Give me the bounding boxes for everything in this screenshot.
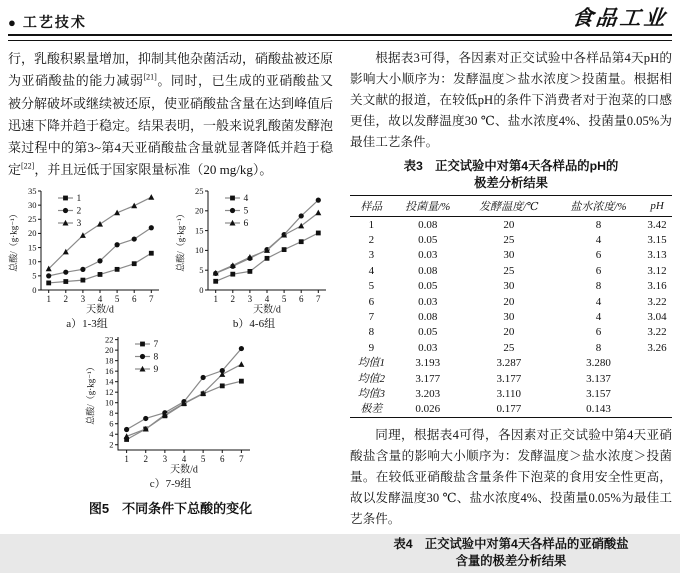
- table4-title: [350, 536, 672, 570]
- page-header: [8, 6, 672, 32]
- table-cell: 0.143: [586, 403, 611, 416]
- table-cell: [642, 402, 672, 418]
- table-cell: 6: [368, 295, 375, 308]
- table-cell: 25: [503, 341, 515, 354]
- table-cell: 0.05: [418, 233, 438, 246]
- svg-text:5: 5: [114, 293, 120, 304]
- svg-text:7: 7: [316, 293, 321, 304]
- table-cell: 8: [368, 326, 375, 339]
- header-divider: [8, 34, 672, 41]
- svg-text:1: 1: [46, 293, 51, 304]
- chart-a-sublabel: a）1-3组: [66, 317, 108, 330]
- table-cell: 3.15: [647, 233, 667, 246]
- figure-panel-c: [85, 331, 257, 491]
- figure-caption: 图5 不同条件下总酸的变化: [88, 500, 253, 516]
- svg-text:4: 4: [264, 293, 270, 304]
- svg-text:30: 30: [28, 199, 37, 210]
- table-cell: 6: [595, 249, 602, 262]
- svg-text:4: 4: [108, 428, 113, 439]
- table3: [350, 195, 672, 418]
- table-row: [350, 402, 672, 418]
- table-cell: 3.04: [647, 310, 667, 323]
- table-cell: 30: [503, 310, 515, 323]
- svg-text:总酸/（g·kg⁻¹）: 总酸/（g·kg⁻¹）: [8, 209, 19, 272]
- table-cell: 0.05: [418, 280, 438, 293]
- table-cell: 5: [368, 280, 375, 293]
- table-cell: 3.26: [647, 341, 667, 354]
- table-cell: 3.203: [415, 387, 441, 400]
- table-cell: 3.22: [647, 295, 667, 308]
- svg-text:8: 8: [153, 352, 158, 363]
- svg-text:25: 25: [195, 185, 204, 196]
- svg-text:0: 0: [32, 284, 37, 295]
- text-run: 行，乳酸积累量增加，抑制其他杂菌活动，硝酸盐被还原为亚硝酸盐的能力减弱: [8, 51, 334, 89]
- table-cell: 20: [503, 218, 515, 231]
- table-row: [350, 217, 672, 233]
- svg-text:3: 3: [80, 293, 86, 304]
- svg-text:4: 4: [243, 193, 249, 204]
- table-row: [350, 371, 672, 386]
- svg-text:总酸/（g·kg⁻¹）: 总酸/（g·kg⁻¹）: [85, 362, 95, 425]
- right-paragraph-2: [350, 425, 672, 530]
- table-cell: 0.08: [418, 264, 438, 277]
- table-cell: 0.03: [418, 249, 438, 262]
- table-cell: 3.177: [415, 372, 441, 385]
- table-cell: 3.42: [647, 218, 667, 231]
- svg-text:4: 4: [97, 293, 103, 304]
- svg-text:25: 25: [28, 213, 37, 224]
- svg-text:1: 1: [123, 453, 129, 464]
- chart-b: [175, 185, 333, 316]
- table-cell: 0.08: [418, 310, 438, 323]
- svg-text:总酸/（g·kg⁻¹）: 总酸/（g·kg⁻¹）: [175, 209, 186, 272]
- table-cell: 20: [503, 295, 515, 308]
- table-cell: 7: [368, 310, 375, 323]
- svg-text:6: 6: [243, 218, 249, 229]
- table-cell: 3.137: [586, 372, 611, 385]
- table-cell: 3.280: [586, 357, 611, 370]
- table-row: [350, 356, 672, 371]
- svg-text:20: 20: [28, 228, 37, 239]
- table-header-row: [350, 196, 672, 217]
- chart-c-sublabel: c）7-9组: [149, 477, 192, 490]
- table-row: [350, 386, 672, 401]
- table-cell: 8: [595, 280, 602, 293]
- table-cell: 极差: [360, 403, 383, 416]
- table-cell: 3.16: [647, 280, 667, 293]
- svg-text:天数/d: 天数/d: [86, 304, 114, 316]
- svg-text:12: 12: [104, 386, 113, 397]
- svg-text:6: 6: [108, 418, 113, 429]
- table-cell: 6: [595, 326, 602, 339]
- svg-text:14: 14: [104, 376, 113, 387]
- table-cell: 4: [595, 295, 602, 308]
- svg-text:6: 6: [219, 453, 225, 464]
- table-cell: 4: [595, 233, 602, 246]
- table3-title: [350, 158, 672, 192]
- svg-text:7: 7: [149, 293, 154, 304]
- table4-title-line1: 表4 正交试验中对第4天各样品的亚硝酸盐: [393, 537, 629, 552]
- svg-text:5: 5: [32, 270, 37, 281]
- table-cell: 1: [368, 218, 375, 231]
- svg-text:20: 20: [195, 205, 204, 216]
- chart-a: [8, 185, 166, 316]
- right-column: [350, 48, 672, 573]
- table-cell: [642, 371, 672, 386]
- table-cell: [642, 386, 672, 401]
- table-cell: 0.05: [418, 326, 438, 339]
- table-cell: 均值1: [357, 357, 386, 370]
- table-row: [350, 279, 672, 294]
- charts-row-top: [8, 185, 333, 331]
- table-cell: 3.157: [586, 387, 611, 400]
- svg-text:10: 10: [104, 397, 113, 408]
- citation-superscript: [21]: [143, 72, 157, 82]
- charts-row-bottom: [8, 331, 333, 491]
- table-cell: 0.03: [418, 295, 438, 308]
- table-cell: 8: [595, 218, 602, 231]
- text-run: 同理，根据表4可得，各因素对正交试验中第4天亚硝酸盐含量的影响大小顺序为：发酵温度＞盐水浓度＞投菌量。在较低亚硝酸盐含量条件下泡菜的食用安全性更高，故以发酵温度30 ℃、盐水浓度4%、投菌量0.05%为最佳工艺条件。: [350, 428, 672, 527]
- table-cell: 30: [503, 249, 515, 262]
- table-cell: 4: [368, 264, 375, 277]
- text-run: 。同时，已生成的亚硝酸盐又被分解破坏或继续被还原，使亚硝酸盐含量在达到峰值后迅速下降并趋于稳定。结果表明，一般来说乳酸菌发酵泡菜过程中的第3~第4天亚硝酸盐含量就显著降低并趋于稳定: [8, 73, 334, 178]
- table-cell: 3.177: [496, 372, 522, 385]
- table-cell: 9: [368, 341, 375, 354]
- table-cell: 20: [503, 326, 515, 339]
- table-header-cell: pH: [642, 196, 672, 217]
- svg-text:2: 2: [76, 206, 82, 217]
- svg-text:3: 3: [76, 218, 82, 229]
- chart-b-sublabel: b）4-6组: [232, 317, 276, 330]
- svg-text:2: 2: [230, 293, 236, 304]
- svg-text:1: 1: [76, 193, 82, 204]
- svg-text:4: 4: [181, 453, 186, 464]
- table-cell: 0.03: [418, 341, 438, 354]
- section-label: 工艺技术: [22, 14, 87, 30]
- svg-text:7: 7: [153, 339, 158, 350]
- table-cell: [642, 356, 672, 371]
- table4-title-line2: 含量的极差分析结果: [455, 554, 567, 569]
- svg-text:6: 6: [131, 293, 137, 304]
- svg-text:天数/d: 天数/d: [169, 464, 198, 476]
- table-header-cell: 盐水浓度/%: [555, 196, 642, 217]
- table-row: [350, 294, 672, 309]
- figure-panel-b: [175, 185, 333, 331]
- table-cell: 3.287: [496, 357, 522, 370]
- svg-text:20: 20: [104, 344, 113, 355]
- table-cell: 6: [595, 264, 602, 277]
- svg-text:6: 6: [298, 293, 304, 304]
- table-row: [350, 309, 672, 324]
- table-cell: 3.13: [647, 249, 667, 262]
- figure-panel-a: [8, 185, 166, 331]
- table-cell: 25: [503, 233, 515, 246]
- table-row: [350, 263, 672, 278]
- table-row: [350, 248, 672, 263]
- table-row: [350, 325, 672, 340]
- table-cell: 0.026: [415, 403, 441, 416]
- table3-title-line2: 极差分析结果: [474, 176, 548, 190]
- table-cell: 均值2: [357, 372, 386, 385]
- svg-text:5: 5: [199, 264, 204, 275]
- table3-title-line1: 表3 正交试验中对第4天各样品的pH的: [403, 159, 619, 173]
- left-column: [8, 48, 333, 573]
- table-header-cell: 样品: [350, 196, 393, 217]
- svg-text:18: 18: [104, 355, 113, 366]
- svg-text:5: 5: [281, 293, 287, 304]
- svg-text:15: 15: [28, 242, 37, 253]
- svg-text:22: 22: [104, 334, 113, 345]
- text-run: 根据表3可得，各因素对正交试验中各样品第4天pH的影响大小顺序为：发酵温度＞盐水浓度＞投菌量。根据相关文献的报道，在较低pH的条件下消费者对于泡菜的口感更佳，故以发酵温度30 ℃、盐水浓度4%、投菌量0.05%为最佳工艺条件。: [350, 51, 672, 149]
- svg-text:0: 0: [199, 284, 204, 295]
- table-cell: 8: [595, 341, 602, 354]
- svg-text:35: 35: [28, 185, 37, 196]
- section-tag: [8, 12, 87, 32]
- chart-c: [85, 331, 257, 476]
- table-cell: 3.22: [647, 326, 667, 339]
- right-paragraph-1: [350, 48, 672, 153]
- journal-logo: 食品工业: [570, 5, 670, 30]
- left-paragraph: [8, 48, 333, 182]
- table-row: [350, 340, 672, 355]
- svg-text:5: 5: [243, 206, 249, 217]
- table-cell: 均值3: [357, 387, 386, 400]
- svg-text:7: 7: [238, 453, 244, 464]
- svg-text:3: 3: [162, 453, 167, 464]
- svg-text:天数/d: 天数/d: [253, 304, 281, 316]
- svg-text:16: 16: [104, 365, 113, 376]
- table-cell: 2: [368, 233, 375, 246]
- svg-text:5: 5: [200, 453, 205, 464]
- svg-text:2: 2: [108, 439, 113, 450]
- citation-superscript: [22]: [21, 162, 35, 172]
- table-cell: 25: [503, 264, 515, 277]
- table-cell: 3: [368, 249, 375, 262]
- table-row: [350, 232, 672, 247]
- table-cell: 3.110: [496, 387, 522, 400]
- table-header-cell: 投菌量/%: [393, 196, 463, 217]
- svg-text:8: 8: [108, 407, 113, 418]
- table-cell: 3.193: [415, 357, 441, 370]
- svg-text:9: 9: [153, 364, 158, 375]
- svg-text:15: 15: [195, 225, 204, 236]
- bullet-icon: ●: [8, 14, 18, 30]
- svg-text:10: 10: [28, 256, 37, 267]
- text-run: ，并且远低于国家限量标准（20 mg/kg）。: [34, 162, 273, 178]
- table-cell: 4: [595, 310, 602, 323]
- two-column-body: [8, 48, 672, 573]
- svg-text:2: 2: [142, 453, 148, 464]
- table-cell: 0.08: [418, 218, 438, 231]
- svg-text:10: 10: [195, 244, 204, 255]
- svg-text:2: 2: [63, 293, 69, 304]
- table-cell: 0.177: [496, 403, 522, 416]
- svg-text:3: 3: [247, 293, 253, 304]
- svg-text:1: 1: [213, 293, 218, 304]
- table-header-cell: 发酵温度/℃: [463, 196, 555, 217]
- table-cell: 3.12: [647, 264, 667, 277]
- table-cell: 30: [503, 280, 515, 293]
